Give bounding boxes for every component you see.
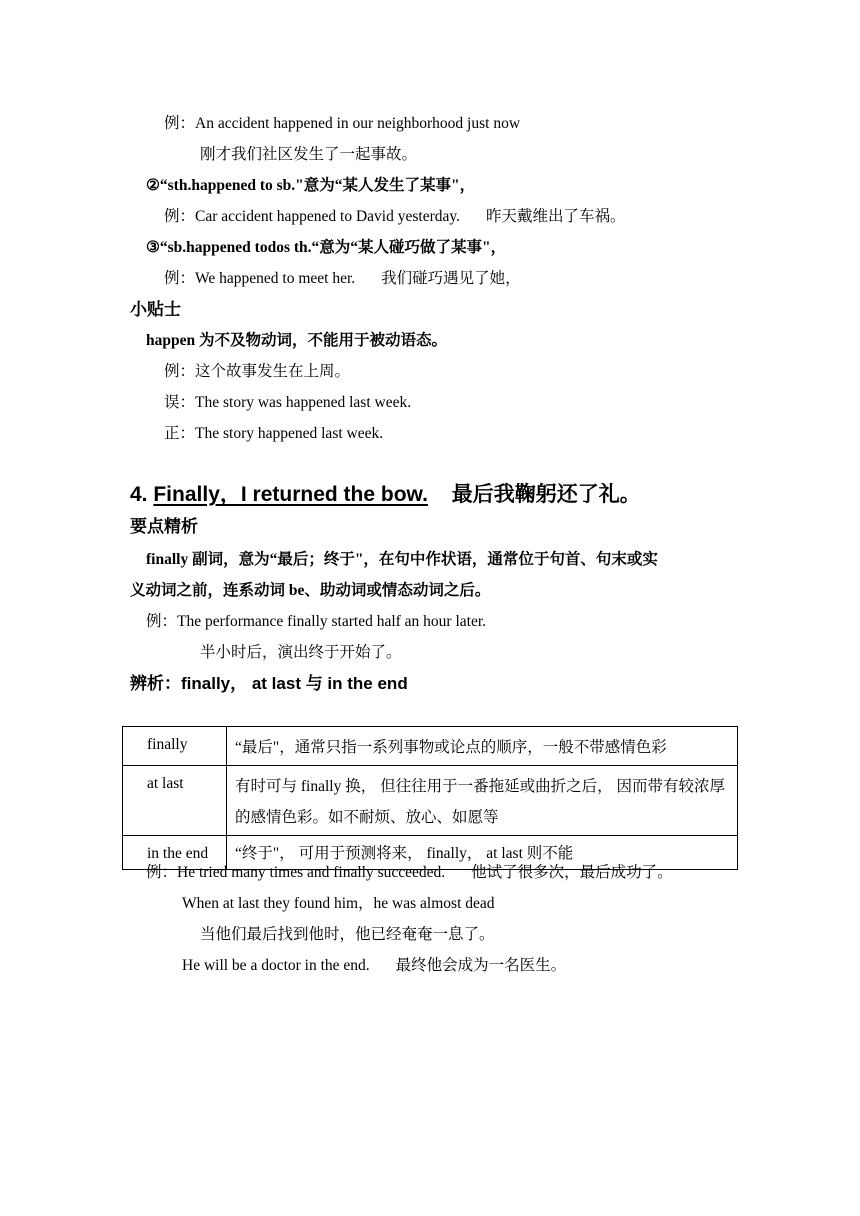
final-example-3 [182,956,566,976]
description-cell: 有时可与 finally 换， 但往往用于一番拖延或曲折之后， 因而带有较浓厚的感情色彩。如不耐烦、放心、如愿等 [227,766,738,836]
description-cell: “终于"， 可用于预测将来， finally， at last 则不能 [227,836,738,870]
term-cell: finally [123,727,227,766]
key-sentence-translation: 最后我鞠躬还了礼。 [451,483,641,506]
final-example-2: When at last they found him，he was almost dead [182,895,495,912]
example-chinese: 他试了很多次，最后成功了。 [471,864,673,881]
final-example-2-translation: 当他们最后找到他时，他已经奄奄一息了。 [200,926,495,943]
usage-point-2: ②“sth.happened to sb."意为“某人发生了某事"， [146,177,476,194]
table-row [123,727,738,766]
section-4-heading [130,482,641,508]
example-label: 例： [146,613,178,630]
example-english: He will be a doctor in the end. [182,957,370,974]
analysis-example [146,612,486,632]
example-english: The performance finally started half an hour later. [177,613,487,630]
example-english: Car accident happened to David yesterday. [195,208,460,225]
final-example-1 [146,863,673,883]
example-line-2 [164,207,626,227]
tip-heading: 小贴士 [130,300,181,319]
comparison-table [122,726,738,870]
tip-wrong-example [164,393,411,413]
key-sentence: Finally，I returned the bow. [153,483,428,506]
example-chinese: 昨天戴维出了车祸。 [485,208,626,225]
example-label: 例： [164,270,196,287]
example-line-1 [164,114,520,134]
example-label: 例： [164,208,196,225]
analysis-paragraph-line-2: 义动词之前，连系动词 be、助动词或情态动词之后。 [130,582,491,599]
wrong-label: 误： [164,394,196,411]
analysis-heading: 要点精析 [130,517,198,536]
tip-example [164,362,350,382]
example-line-3 [164,269,521,289]
table-row [123,766,738,836]
description-cell: “最后"，通常只指一系列事物或论点的顺序，一般不带感情色彩 [227,727,738,766]
example-label: 例： [146,864,178,881]
example-english: An accident happened in our neighborhood just now [195,115,521,132]
term-cell: in the end [123,836,227,870]
wrong-sentence: The story was happened last week. [195,394,412,411]
tip-right-example [164,424,383,444]
example-english: He tried many times and finally succeeded. [177,864,446,881]
example-chinese: 最终他会成为一名医生。 [395,957,567,974]
tip-rule: happen 为不及物动词，不能用于被动语态。 [146,332,447,349]
example-label: 例： [164,115,196,132]
right-sentence: The story happened last week. [195,425,384,442]
example-chinese: 这个故事发生在上周。 [195,363,351,380]
analysis-paragraph-line-1: finally 副词，意为“最后；终于"，在句中作状语，通常位于句首、句末或实 [146,551,658,568]
example-chinese: 我们碰巧遇见了她， [381,270,521,287]
right-label: 正： [164,425,196,442]
example-english: We happened to meet her. [195,270,356,287]
example-chinese: 刚才我们社区发生了一起事故。 [200,146,418,163]
example-chinese: 半小时后，演出终于开始了。 [200,644,402,661]
example-label: 例： [164,363,196,380]
term-cell: at last [123,766,227,836]
compare-heading: 辨析：finally， at last 与 in the end [130,674,408,693]
usage-point-3: ③“sb.happened todos th.“意为“某人碰巧做了某事"， [146,239,507,256]
section-number: 4. [130,483,148,506]
